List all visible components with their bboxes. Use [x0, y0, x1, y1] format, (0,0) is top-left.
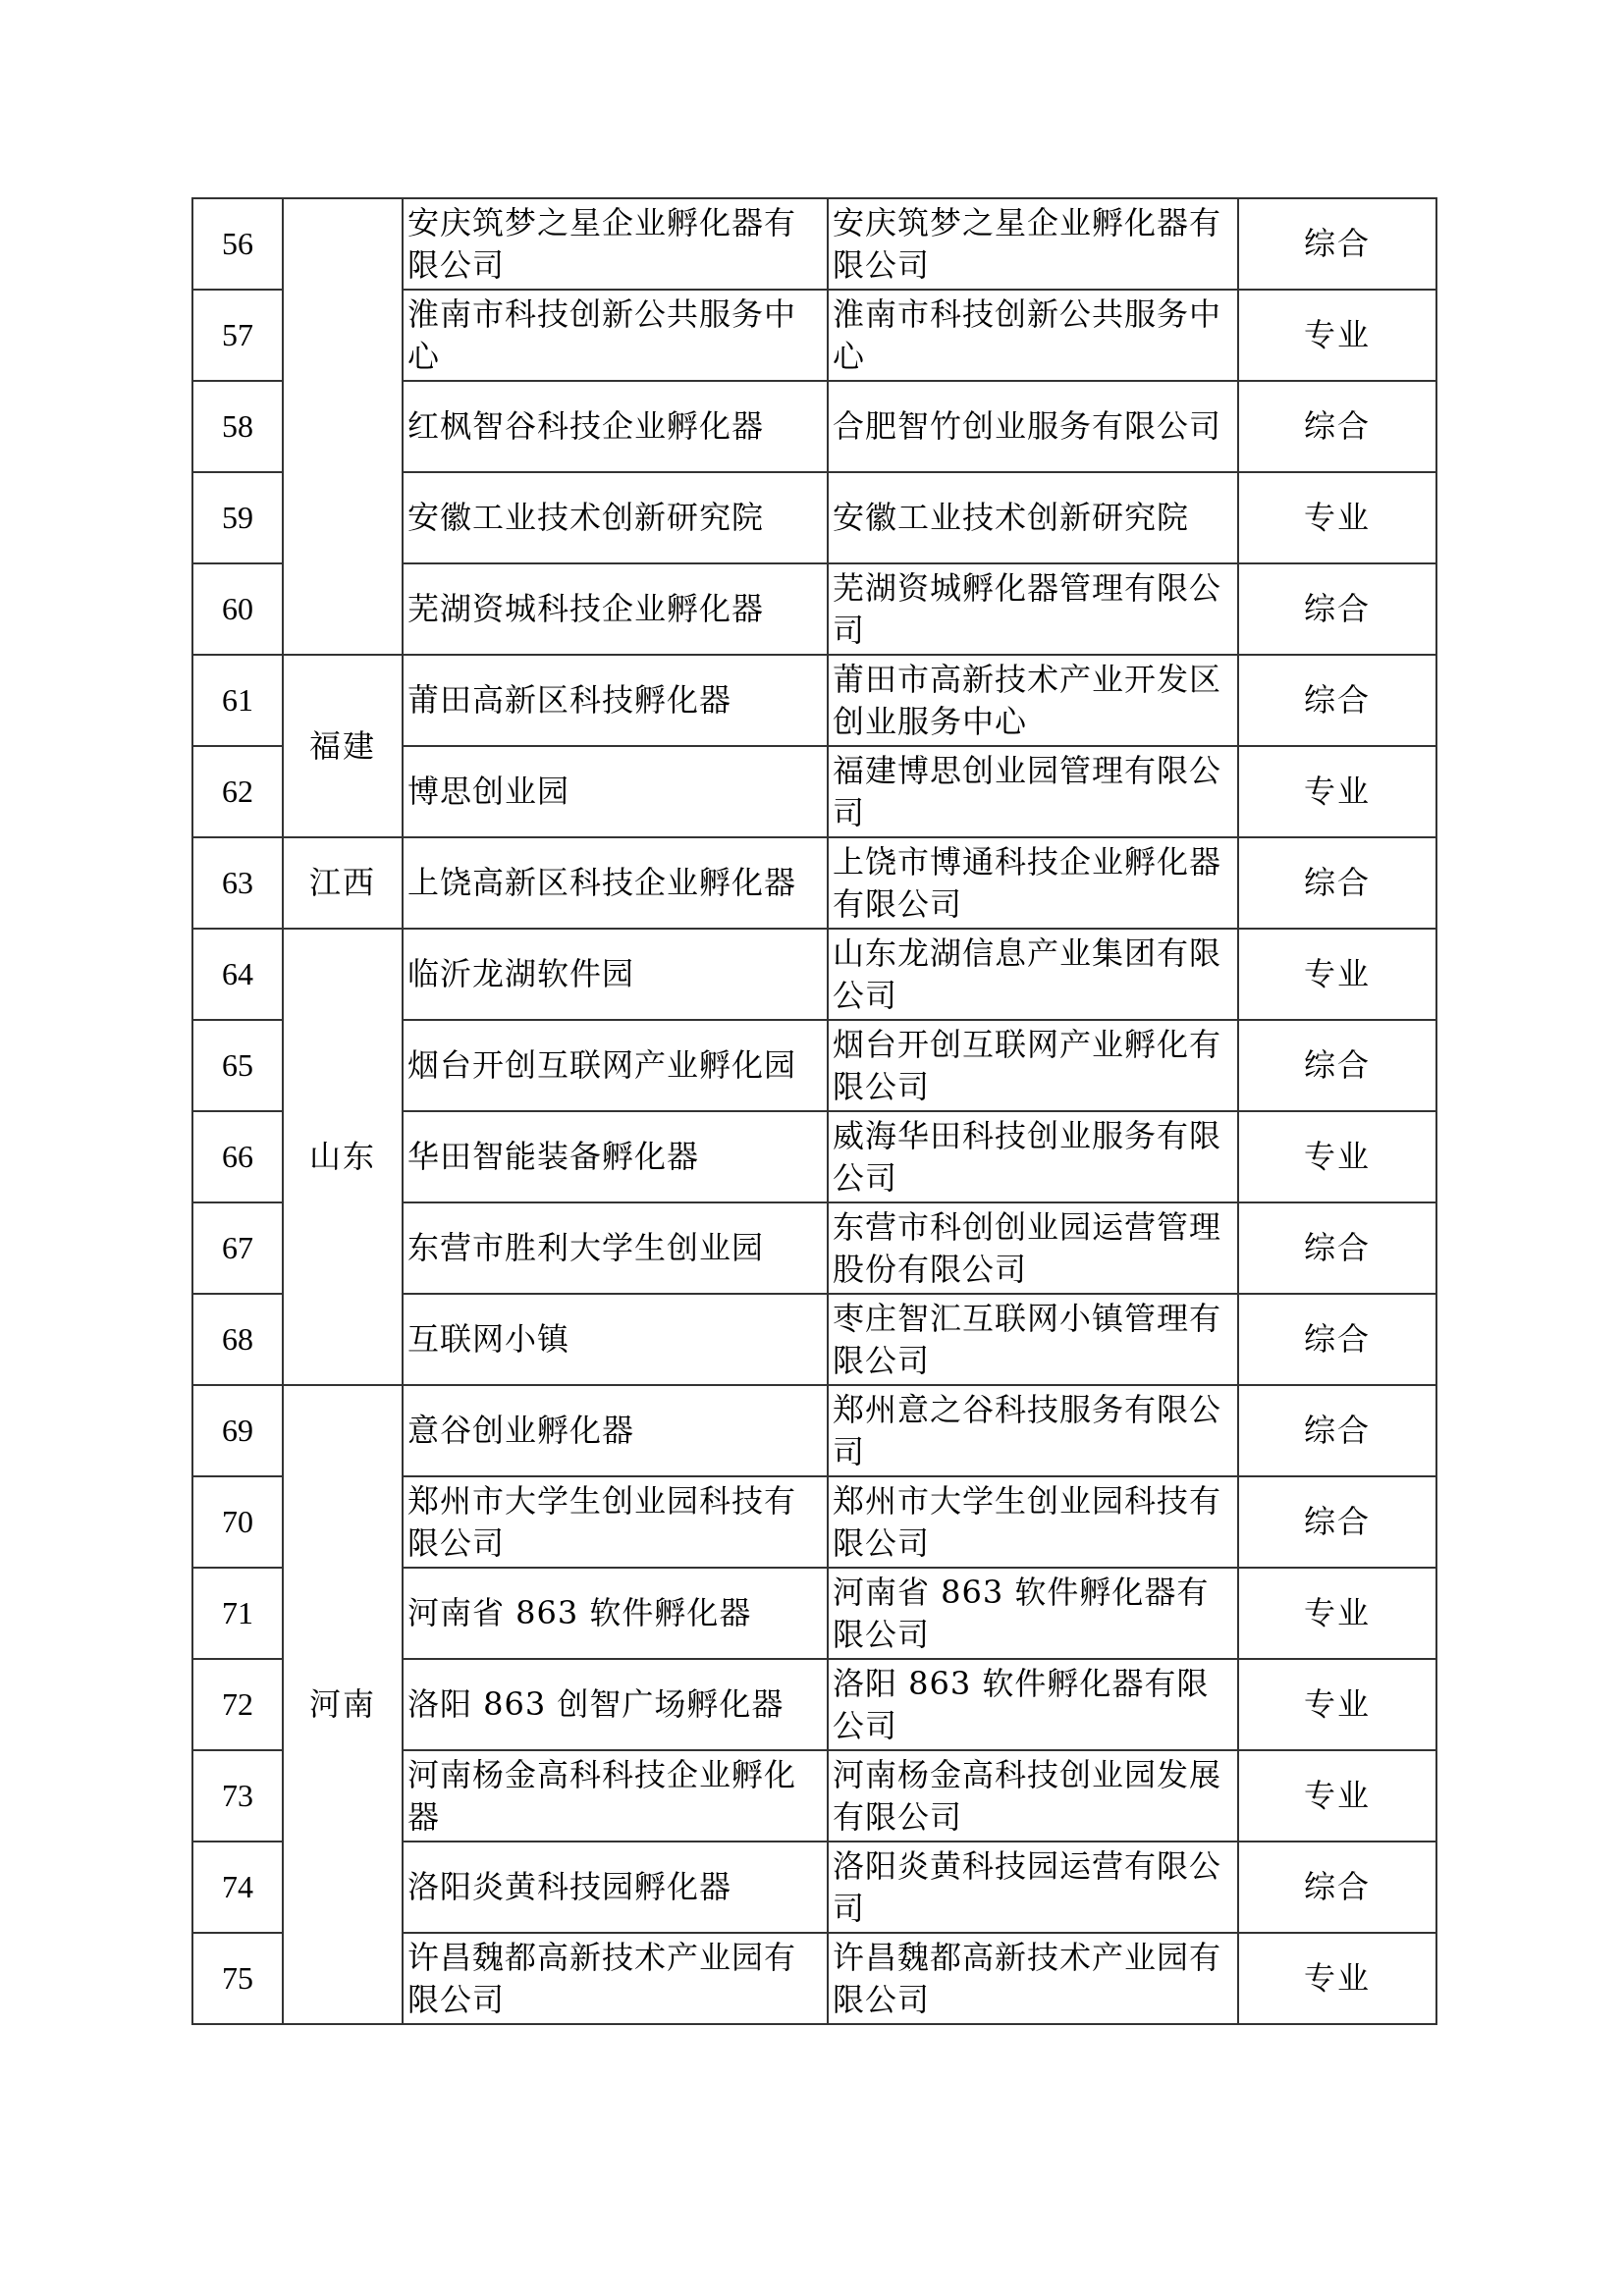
row-number: 62	[192, 746, 283, 837]
incubator-name: 洛阳炎黄科技园孵化器	[403, 1842, 828, 1933]
incubator-name: 东营市胜利大学生创业园	[403, 1202, 828, 1294]
province-cell: 山东	[283, 929, 403, 1385]
row-number: 74	[192, 1842, 283, 1933]
incubator-name: 莆田高新区科技孵化器	[403, 655, 828, 746]
incubator-type: 综合	[1238, 563, 1436, 655]
incubator-type: 综合	[1238, 655, 1436, 746]
row-number: 72	[192, 1659, 283, 1750]
incubator-name: 红枫智谷科技企业孵化器	[403, 381, 828, 472]
incubator-name: 许昌魏都高新技术产业园有限公司	[403, 1933, 828, 2024]
operator-name: 安徽工业技术创新研究院	[828, 472, 1238, 563]
incubator-name: 博思创业园	[403, 746, 828, 837]
incubator-type: 综合	[1238, 198, 1436, 290]
incubator-type: 专业	[1238, 746, 1436, 837]
table-row	[192, 655, 1436, 746]
row-number: 73	[192, 1750, 283, 1842]
operator-name: 福建博思创业园管理有限公司	[828, 746, 1238, 837]
incubator-type: 综合	[1238, 381, 1436, 472]
operator-name: 洛阳 863 软件孵化器有限公司	[828, 1659, 1238, 1750]
incubator-name: 郑州市大学生创业园科技有限公司	[403, 1476, 828, 1568]
operator-name: 莆田市高新技术产业开发区创业服务中心	[828, 655, 1238, 746]
province-cell: 河南	[283, 1385, 403, 2024]
operator-name: 合肥智竹创业服务有限公司	[828, 381, 1238, 472]
incubator-name: 河南省 863 软件孵化器	[403, 1568, 828, 1659]
incubator-type: 专业	[1238, 472, 1436, 563]
operator-name: 河南省 863 软件孵化器有限公司	[828, 1568, 1238, 1659]
operator-name: 河南杨金高科技创业园发展有限公司	[828, 1750, 1238, 1842]
row-number: 57	[192, 290, 283, 381]
province-cell	[283, 198, 403, 655]
incubator-type: 综合	[1238, 1842, 1436, 1933]
operator-name: 山东龙湖信息产业集团有限公司	[828, 929, 1238, 1020]
row-number: 69	[192, 1385, 283, 1476]
operator-name: 上饶市博通科技企业孵化器有限公司	[828, 837, 1238, 929]
operator-name: 安庆筑梦之星企业孵化器有限公司	[828, 198, 1238, 290]
incubator-name: 洛阳 863 创智广场孵化器	[403, 1659, 828, 1750]
operator-name: 威海华田科技创业服务有限公司	[828, 1111, 1238, 1202]
operator-name: 郑州意之谷科技服务有限公司	[828, 1385, 1238, 1476]
incubator-type: 综合	[1238, 1020, 1436, 1111]
operator-name: 东营市科创创业园运营管理股份有限公司	[828, 1202, 1238, 1294]
table-body	[192, 198, 1436, 2024]
row-number: 71	[192, 1568, 283, 1659]
incubator-name: 华田智能装备孵化器	[403, 1111, 828, 1202]
incubator-type: 专业	[1238, 1750, 1436, 1842]
incubator-name: 意谷创业孵化器	[403, 1385, 828, 1476]
row-number: 70	[192, 1476, 283, 1568]
row-number: 56	[192, 198, 283, 290]
row-number: 60	[192, 563, 283, 655]
incubator-name: 安徽工业技术创新研究院	[403, 472, 828, 563]
table-row	[192, 929, 1436, 1020]
operator-name: 枣庄智汇互联网小镇管理有限公司	[828, 1294, 1238, 1385]
incubator-type: 专业	[1238, 1659, 1436, 1750]
operator-name: 烟台开创互联网产业孵化有限公司	[828, 1020, 1238, 1111]
incubator-name: 烟台开创互联网产业孵化园	[403, 1020, 828, 1111]
incubator-name: 上饶高新区科技企业孵化器	[403, 837, 828, 929]
incubator-name: 淮南市科技创新公共服务中心	[403, 290, 828, 381]
table-row	[192, 837, 1436, 929]
incubator-type: 专业	[1238, 1933, 1436, 2024]
row-number: 68	[192, 1294, 283, 1385]
row-number: 61	[192, 655, 283, 746]
row-number: 59	[192, 472, 283, 563]
row-number: 66	[192, 1111, 283, 1202]
incubator-type: 专业	[1238, 929, 1436, 1020]
incubator-type: 综合	[1238, 1202, 1436, 1294]
operator-name: 许昌魏都高新技术产业园有限公司	[828, 1933, 1238, 2024]
row-number: 65	[192, 1020, 283, 1111]
incubator-name: 河南杨金高科科技企业孵化器	[403, 1750, 828, 1842]
operator-name: 洛阳炎黄科技园运营有限公司	[828, 1842, 1238, 1933]
incubator-type: 综合	[1238, 1294, 1436, 1385]
row-number: 58	[192, 381, 283, 472]
table-row	[192, 1385, 1436, 1476]
row-number: 64	[192, 929, 283, 1020]
province-cell: 江西	[283, 837, 403, 929]
row-number: 63	[192, 837, 283, 929]
province-cell: 福建	[283, 655, 403, 837]
incubator-type: 综合	[1238, 837, 1436, 929]
operator-name: 郑州市大学生创业园科技有限公司	[828, 1476, 1238, 1568]
row-number: 67	[192, 1202, 283, 1294]
incubator-table	[191, 197, 1437, 2025]
incubator-name: 互联网小镇	[403, 1294, 828, 1385]
incubator-type: 专业	[1238, 1111, 1436, 1202]
incubator-type: 综合	[1238, 1476, 1436, 1568]
incubator-type: 专业	[1238, 1568, 1436, 1659]
incubator-name: 安庆筑梦之星企业孵化器有限公司	[403, 198, 828, 290]
incubator-name: 临沂龙湖软件园	[403, 929, 828, 1020]
operator-name: 淮南市科技创新公共服务中心	[828, 290, 1238, 381]
incubator-type: 专业	[1238, 290, 1436, 381]
row-number: 75	[192, 1933, 283, 2024]
table-row	[192, 198, 1436, 290]
incubator-type: 综合	[1238, 1385, 1436, 1476]
incubator-name: 芜湖资城科技企业孵化器	[403, 563, 828, 655]
operator-name: 芜湖资城孵化器管理有限公司	[828, 563, 1238, 655]
